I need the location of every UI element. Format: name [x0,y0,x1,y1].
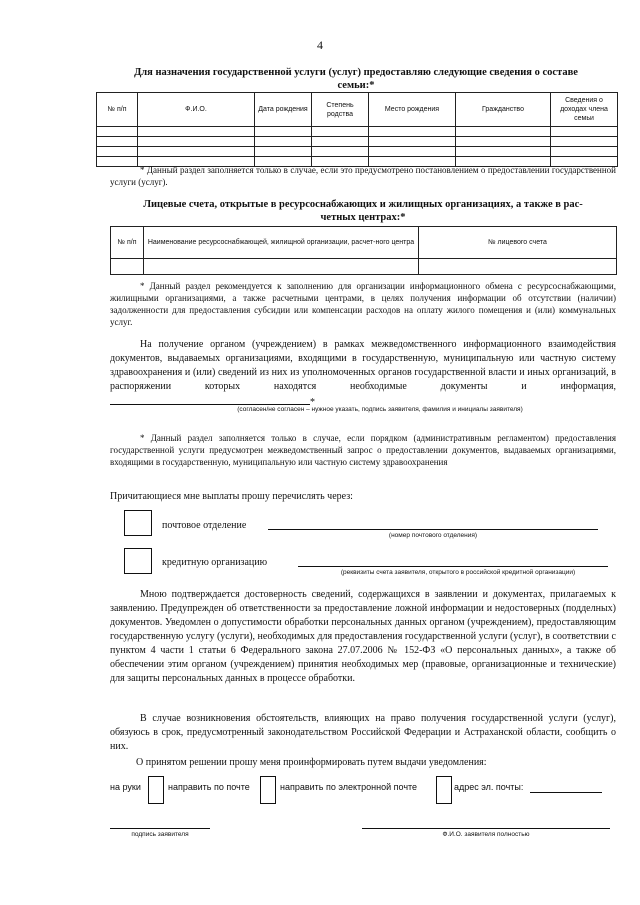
consent-star: * [310,397,315,408]
post-office-checkbox[interactable] [124,510,152,536]
signature-caption: подпись заявителя [131,831,189,838]
family-heading [96,66,616,92]
family-heading-line1: Для назначения государственной услуги (услуг) предоставляю следующие сведения о составе [134,67,578,78]
signature-line[interactable] [110,820,210,829]
payments-intro: Причитающиеся мне выплаты прошу перечислять через: [110,491,353,502]
consent-text [110,338,616,410]
table-row [111,259,617,275]
accounts-table [110,226,617,275]
credit-org-label: кредитную организацию [162,557,268,568]
credit-org-caption: (реквизиты счета заявителя, открытого в российской кредитной организации) [340,569,576,576]
post-office-label: почтовое отделение [162,520,247,531]
notify-mail-checkbox[interactable] [260,776,276,804]
family-col-birthplace: Место рождения [369,93,456,127]
notify-mail-label: направить по почте [168,782,250,792]
consent-note: * Данный раздел заполняется только в случае, если порядком (административным регламентом) предоставления государственной услуги предусмотрен межведомственный запрос о предоставлении документов, выдаваемых организациями, входящими в государственную, муниципальную или частную систему здравоохранения [110,433,616,467]
table-row [97,137,618,147]
accounts-heading [110,198,616,224]
family-table [96,92,618,167]
accounts-heading-line2: четных центрах:* [320,212,406,223]
page-number: 4 [317,38,323,52]
accounts-note: * Данный раздел рекомендуется к заполнению для организации информационного обмена с ресурсоснабжающими, жилищными организациями, а также расчетными центрами, в целях получения информации об отсутствии (наличии) задолженности для предоставления субсидии или компенсации расходов на оплату жилого помещения и (или) коммунальных услуг. [110,281,616,327]
credit-org-checkbox[interactable] [124,548,152,574]
family-col-citizenship: Гражданство [456,93,551,127]
accounts-col-num: № п/п [111,227,144,259]
notify-email-address-field[interactable] [530,780,602,793]
family-heading-line2: семьи:* [337,80,375,91]
notify-hand-checkbox[interactable] [148,776,164,804]
accounts-col-account: № лицевого счета [419,227,617,259]
table-row [97,147,618,157]
notify-hand-label: на руки [110,782,141,792]
accounts-heading-line1: Лицевые счета, открытые в ресурсоснабжающих и жилищных организациях, а также в рас- [143,199,583,210]
full-name-line[interactable] [362,820,610,829]
post-office-field[interactable] [268,517,598,530]
confirm-paragraph-2: В случае возникновения обстоятельств, влияющих на право получения государственной услуги (услуг), обязуюсь в срок, предусмотренный законодательством Российской Федерации и Астраханской области, сообщить о них. [110,713,616,752]
post-office-caption: (номер почтового отделения) [388,532,478,539]
consent-body: На получение органом (учреждением) в рамках межведомственного информационного взаимодействия документов, выдаваемых организациями, входящими в государственную, муниципальную или частную систему здравоохранения и (или) сведений из них из уполномоченных органов государственной власти и иных организаций, в распоряжении которых находятся необходимые документы и информация, [110,339,616,392]
family-note: * Данный раздел заполняется только в случае, если это предусмотрено постановлением о предоставлении государственной услуги (услуг). [110,165,616,187]
confirm-paragraph-1: Мною подтверждается достоверность сведений, содержащихся в заявлении и документах, прилагаемых к заявлению. Предупрежден об ответственности за предоставление ложной информации и недостоверных (подделных) документов. Уведомлен о допустимости обработки персональных данных органом (учреждением), предоставляющим государственную услугу (услуги), необходимых для предоставления государственной услуги (услуг), в соответствии с пунктом 4 части 1 статьи 6 Федерального закона 27.07.2006 № 152-ФЗ «О персональных данных», а также об обеспечении этим органом (учреждением) принятия необходимых мер (правовые, организационные и технические) для защиты персональных данных в процессе обработки. [110,589,616,684]
consent-caption: (согласен/не согласен – нужное указать, подпись заявителя, фамилия и инициалы заявителя) [237,406,523,413]
notify-intro: О принятом решении прошу меня проинформировать путем выдачи уведомления: [136,757,487,768]
family-col-relation: Степень родства [312,93,369,127]
consent-sign-field[interactable] [110,394,310,405]
family-col-income: Сведения о доходах члена семьи [551,93,618,127]
family-col-num: № п/п [97,93,138,127]
accounts-col-org: Наименование ресурсоснабжающей, жилищной организации, расчет-ного центра [144,227,419,259]
notify-email-label: направить по электронной почте [280,782,418,792]
family-table-header [97,93,618,127]
family-col-birthdate: Дата рождения [255,93,312,127]
notify-email-address-label: адрес эл. почты: [454,782,524,792]
credit-org-field[interactable] [298,554,608,567]
notify-email-checkbox[interactable] [436,776,452,804]
family-col-name: Ф.И.О. [138,93,255,127]
table-row [97,127,618,137]
accounts-table-header [111,227,617,259]
full-name-caption: Ф.И.О. заявителя полностью [442,831,530,838]
